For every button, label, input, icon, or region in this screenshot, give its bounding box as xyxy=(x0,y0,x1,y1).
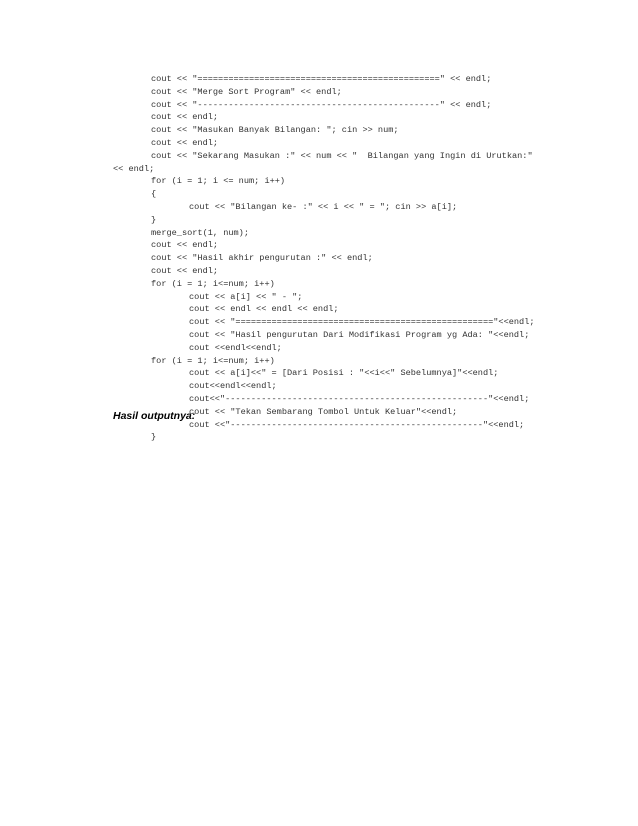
code-listing xyxy=(0,73,638,444)
section-heading: Hasil outputnya: xyxy=(113,410,196,422)
code-line: } xyxy=(151,214,157,225)
code-line: cout<<"---------------------------------------------------"<<endl; xyxy=(189,393,530,404)
code-line: cout << a[i]<<" = [Dari Posisi : "<<i<<" Sebelumnya]"<<endl; xyxy=(189,368,499,379)
code-line: cout << endl << endl << endl; xyxy=(189,304,339,315)
code-line: << endl; xyxy=(113,163,155,174)
code-line: cout << endl; xyxy=(151,240,219,251)
code-line: cout << "Merge Sort Program" << endl; xyxy=(151,86,342,97)
code-line: } xyxy=(151,432,157,443)
code-line: cout<<endl<<endl; xyxy=(189,381,277,392)
code-line: cout << endl; xyxy=(151,265,219,276)
code-line: cout << "-----------------------------------------------" << endl; xyxy=(151,99,492,110)
code-line: cout <<endl<<endl; xyxy=(189,342,282,353)
code-line: merge_sort(1, num); xyxy=(151,227,249,238)
code-line: cout << "===============================================" << endl; xyxy=(151,74,492,84)
code-line: cout << "Sekarang Masukan :" << num << " Bilangan yang Ingin di Urutkan:" xyxy=(151,150,533,161)
code-line: cout << a[i] << " - "; xyxy=(189,291,303,302)
code-line: { xyxy=(151,189,157,200)
code-line: for (i = 1; i<=num; i++) xyxy=(151,355,275,366)
code-line: cout << "Hasil pengurutan Dari Modifikasi Program yg Ada: "<<endl; xyxy=(189,329,530,340)
code-line: cout << "=================================================="<<endl; xyxy=(189,317,535,328)
code-line: for (i = 1; i <= num; i++) xyxy=(151,176,286,187)
code-line: cout << "Hasil akhir pengurutan :" << endl; xyxy=(151,253,373,264)
code-line: for (i = 1; i<=num; i++) xyxy=(151,278,275,289)
code-line: cout << endl; xyxy=(151,112,219,123)
code-line: cout <<"-------------------------------------------------"<<endl; xyxy=(189,419,525,430)
code-line: cout << "Tekan Sembarang Tombol Untuk Keluar"<<endl; xyxy=(189,406,458,417)
code-line: cout << "Masukan Banyak Bilangan: "; cin >> num; xyxy=(151,125,399,136)
code-line: cout << endl; xyxy=(151,137,219,148)
code-line: cout << "Bilangan ke- :" << i << " = "; cin >> a[i]; xyxy=(189,201,458,212)
